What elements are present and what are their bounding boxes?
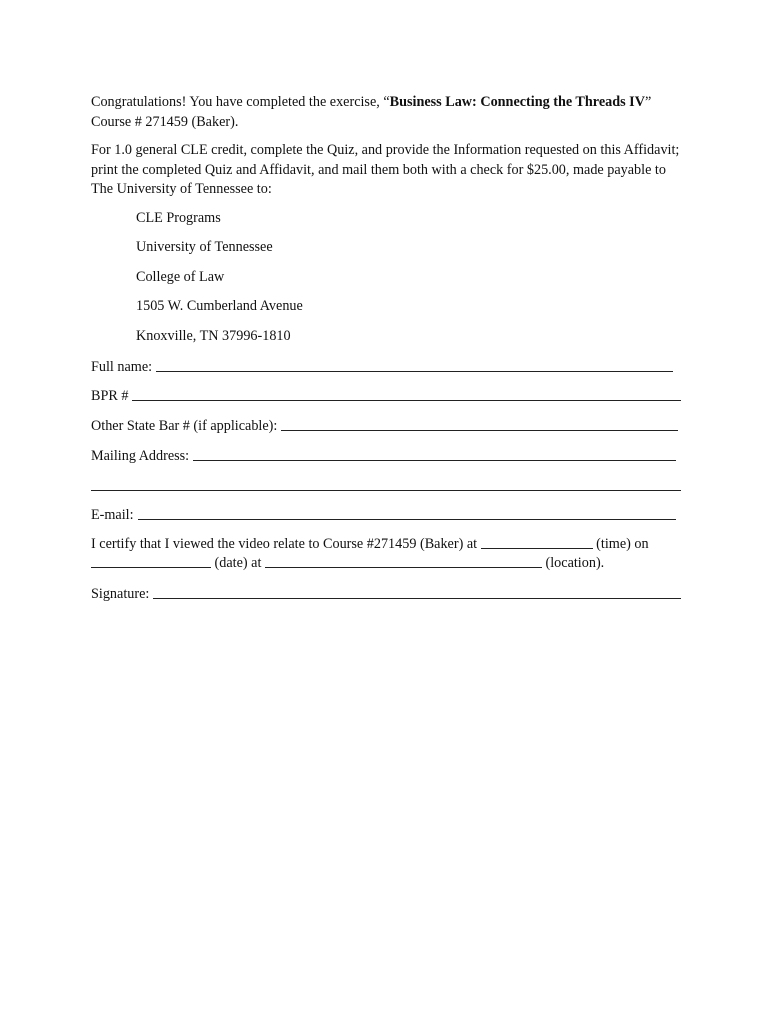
location-field[interactable]	[265, 555, 542, 568]
mailing-address-field[interactable]	[193, 460, 676, 461]
affidavit-document	[91, 93, 681, 614]
mailing-address-block	[136, 209, 681, 347]
mailing-address-field-line-2[interactable]	[91, 471, 681, 491]
mailing-address-label: Mailing Address:	[91, 447, 190, 464]
course-title: Business Law: Connecting the Threads IV	[389, 94, 645, 110]
time-field[interactable]	[481, 536, 593, 549]
bpr-row	[91, 386, 681, 406]
address-line-1: CLE Programs	[136, 209, 221, 226]
address-line-4: 1505 W. Cumberland Avenue	[136, 298, 303, 314]
intro-prefix: Congratulations! You have completed the exercise, “	[91, 94, 390, 110]
location-label: (location).	[545, 555, 605, 572]
date-label: (date) at	[214, 555, 262, 572]
other-bar-field[interactable]	[281, 430, 678, 431]
certification-paragraph	[91, 535, 681, 574]
time-label: (time) on	[596, 535, 649, 552]
signature-label: Signature:	[91, 586, 150, 603]
instructions-paragraph: For 1.0 general CLE credit, complete the Quiz, and provide the Information requested on this Affidavit; print the completed Quiz and Affidavit, and mail them both with a check for $25.00, made payable to The University of Tennessee to:	[91, 142, 680, 197]
signature-field[interactable]	[153, 598, 681, 599]
bpr-field[interactable]	[132, 400, 681, 401]
address-line-2: University of Tennessee	[136, 239, 273, 255]
email-row	[91, 505, 676, 525]
intro-paragraph	[91, 93, 681, 132]
date-field[interactable]	[91, 555, 211, 568]
intro-suffix: ” Course # 271459 (Baker).	[91, 94, 652, 130]
other-bar-row	[91, 416, 678, 436]
mailing-address-row	[91, 445, 676, 465]
address-line-5: Knoxville, TN 37996-1810	[136, 327, 291, 344]
full-name-label: Full name:	[91, 358, 153, 375]
other-bar-label: Other State Bar # (if applicable):	[91, 418, 278, 435]
full-name-row	[91, 356, 673, 376]
full-name-field[interactable]	[156, 371, 673, 372]
certify-text: I certify that I viewed the video relate to Course #271459 (Baker) at	[91, 535, 478, 552]
signature-row	[91, 584, 681, 604]
address-line-3: College of Law	[136, 268, 225, 285]
email-field[interactable]	[138, 519, 676, 520]
bpr-label: BPR #	[91, 388, 129, 405]
email-label: E-mail:	[91, 507, 134, 524]
